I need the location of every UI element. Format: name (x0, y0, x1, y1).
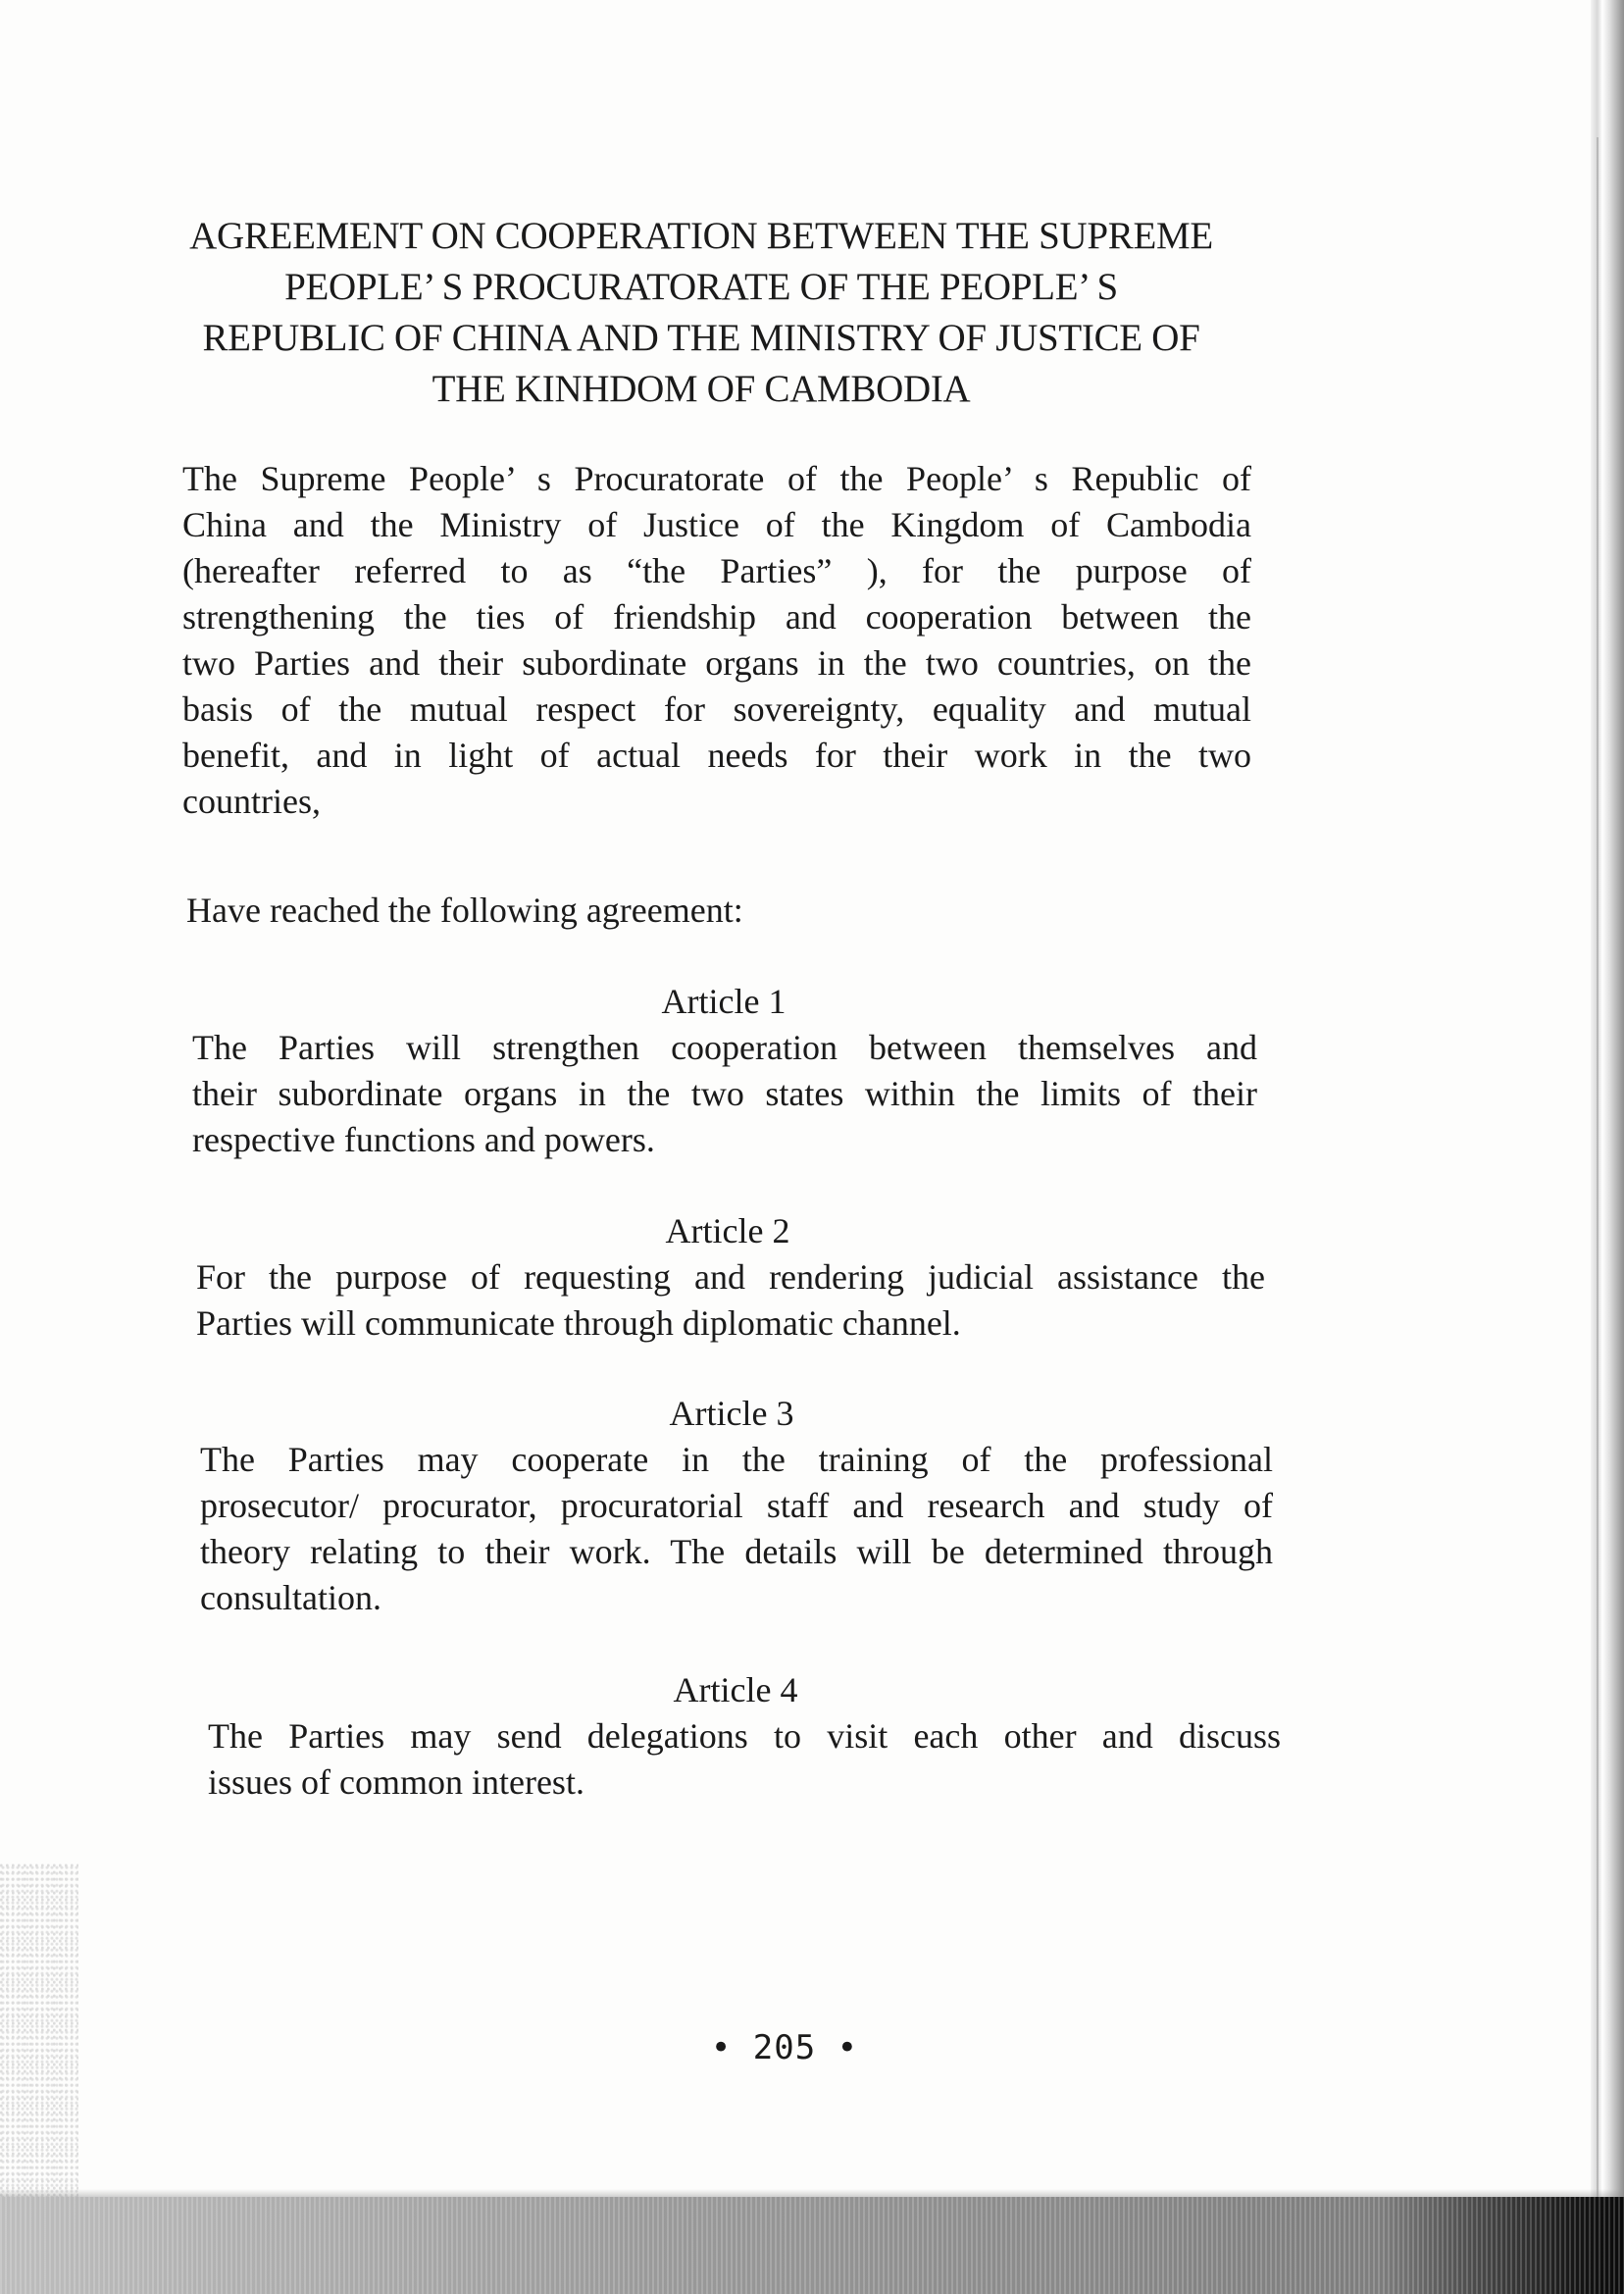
article-heading: Article 3 (669, 1394, 794, 1433)
text-line: their subordinate organs in the two states within the limits of their (192, 1074, 1257, 1113)
article-heading: Article 1 (661, 982, 787, 1021)
text-line: Parties will communicate through diplomatic channel. (196, 1303, 961, 1343)
title-line: REPUBLIC OF CHINA AND THE MINISTRY OF JUSTICE OF (202, 317, 1200, 359)
text-line: countries, (182, 782, 321, 821)
article-body (200, 1437, 1273, 1621)
text-line: The Parties will strengthen cooperation between themselves and (192, 1028, 1257, 1067)
text-line: consultation. (200, 1578, 381, 1617)
article-body (192, 1025, 1257, 1163)
text-line: prosecutor/ procurator, procuratorial staff and research and study of (200, 1486, 1273, 1525)
document-title (147, 211, 1255, 415)
text-line: The Parties may send delegations to visit each other and discuss (208, 1716, 1281, 1756)
article-body (196, 1254, 1265, 1347)
text-line: For the purpose of requesting and rendering judicial assistance the (196, 1257, 1265, 1297)
text-line: issues of common interest. (208, 1762, 584, 1802)
title-line: THE KINHDOM OF CAMBODIA (431, 368, 971, 410)
text-line: China and the Ministry of Justice of the Kingdom of Cambodia (182, 505, 1251, 544)
text-line: basis of the mutual respect for sovereignty, equality and mutual (182, 689, 1251, 729)
text-line: strengthening the ties of friendship and cooperation between the (182, 597, 1251, 637)
scan-bottom-band (0, 2197, 1624, 2294)
title-line: PEOPLE’ S PROCURATORATE OF THE PEOPLE’ S (284, 266, 1118, 308)
article-heading: Article 4 (673, 1670, 798, 1709)
preamble-paragraph (182, 456, 1251, 825)
page-number: • 205 • (710, 2028, 859, 2067)
scan-grain (0, 1863, 78, 2197)
text-line: respective functions and powers. (192, 1120, 655, 1159)
binding-edge-line (1597, 137, 1599, 2197)
text-line: The Parties may cooperate in the training of the professional (200, 1440, 1273, 1479)
text-line: benefit, and in light of actual needs for their work in the two (182, 736, 1251, 775)
article-body (208, 1713, 1281, 1806)
article-heading: Article 2 (665, 1211, 790, 1250)
text-line: two Parties and their subordinate organs in the two countries, on the (182, 643, 1251, 683)
text-line: (hereafter referred to as “the Parties” ), for the purpose of (182, 551, 1251, 590)
title-line: AGREEMENT ON COOPERATION BETWEEN THE SUPREME (189, 215, 1213, 257)
text-line: theory relating to their work. The details will be determined through (200, 1532, 1273, 1571)
text-line: The Supreme People’ s Procuratorate of the People’ s Republic of (182, 459, 1251, 498)
agreement-statement: Have reached the following agreement: (186, 891, 743, 930)
